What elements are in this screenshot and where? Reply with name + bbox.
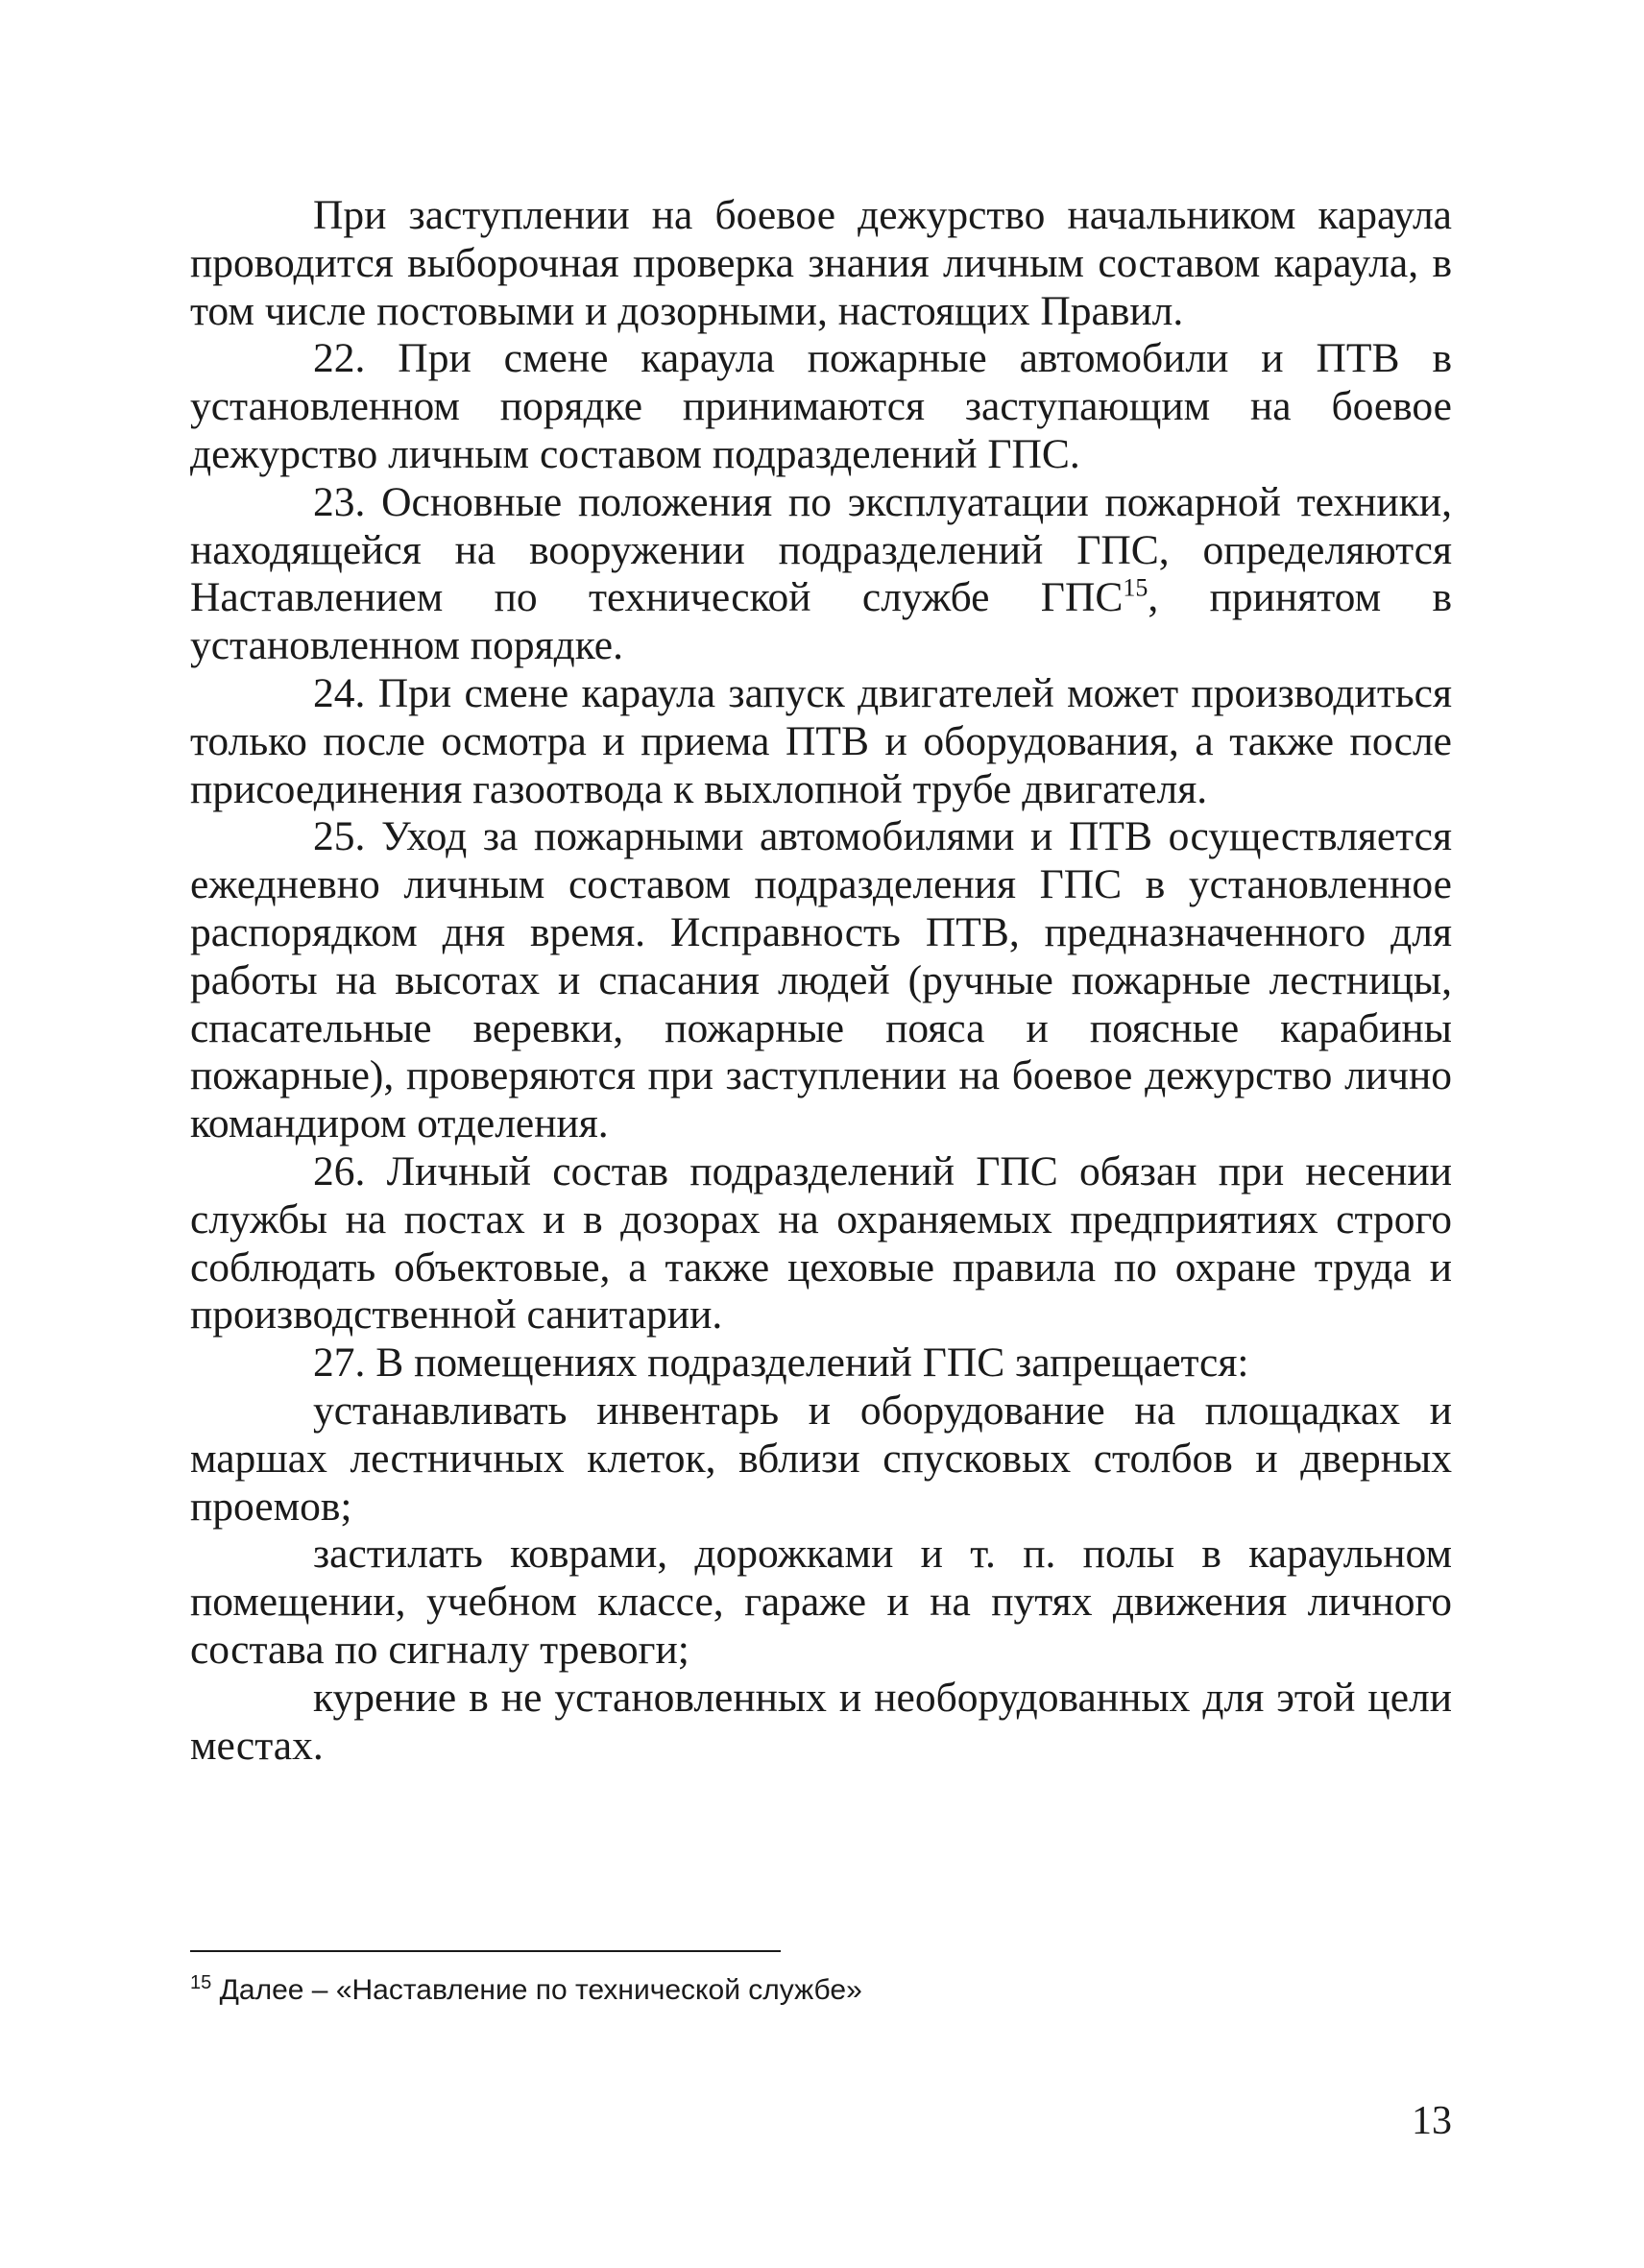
paragraph-25: 25. Уход за пожарными автомобилями и ПТВ осуществляется ежедневно личным составом подразделения ГПС в установленное распорядком дня время. Исправность ПТВ, предназначенного для работы на высотах и спасания людей (ручные пожарные лестницы, спасательные веревки, пожарные пояса и поясные карабины пожарные), проверяются при заступлении на боевое дежурство лично командиром отделения. xyxy=(190,813,1452,1147)
prohibition-item-carpets: застилать коврами, дорожками и т. п. полы в караульном помещении, учебном классе, гараже и на путях движения личного состава по сигналу тревоги; xyxy=(190,1531,1452,1673)
paragraph-27: 27. В помещениях подразделений ГПС запрещается: xyxy=(313,1339,1249,1387)
prohibition-item-equipment: устанавливать инвентарь и оборудование на площадках и маршах лестничных клеток, вблизи спусковых столбов и дверных проемов; xyxy=(190,1387,1452,1530)
paragraph-26: 26. Личный состав подразделений ГПС обязан при несении службы на постах и в дозорах на охраняемых предприятиях строго соблюдать объектовые, а также цеховые правила по охране труда и производственной санитарии. xyxy=(190,1147,1452,1339)
paragraph-22: 22. При смене караула пожарные автомобили и ПТВ в установленном порядке принимаются заступающим на боевое дежурство личным составом подразделений ГПС. xyxy=(190,335,1452,477)
paragraph-guard-check: При заступлении на боевое дежурство начальником караула проводится выборочная проверка знания личным составом караула, в том числе постовыми и дозорными, настоящих Правил. xyxy=(190,192,1452,334)
prohibition-item-smoking: курение в не установленных и необорудованных для этой цели местах. xyxy=(190,1674,1452,1769)
paragraph-23-text-end: , принятом в установленном порядке. xyxy=(190,574,1452,669)
footnote xyxy=(190,1971,1246,2010)
footnote-marker: 15 xyxy=(190,1972,212,1993)
footnote-divider xyxy=(190,1950,781,1952)
footnote-text: Далее – «Наставление по технической службе» xyxy=(211,1974,862,2006)
paragraph-23-text: 23. Основные положения по эксплуатации пожарной техники, находящейся на вооружении подразделений ГПС, определяются Наставлением по технической службе ГПС xyxy=(190,478,1452,621)
paragraph-23 xyxy=(190,479,1452,670)
paragraph-24: 24. При смене караула запуск двигателей может производиться только после осмотра и приема ПТВ и оборудования, а также после присоединения газоотвода к выхлопной трубе двигателя. xyxy=(190,669,1452,812)
page-number: 13 xyxy=(1412,2099,1452,2143)
footnote-reference: 15 xyxy=(1123,573,1148,602)
page-body xyxy=(190,192,1452,1770)
